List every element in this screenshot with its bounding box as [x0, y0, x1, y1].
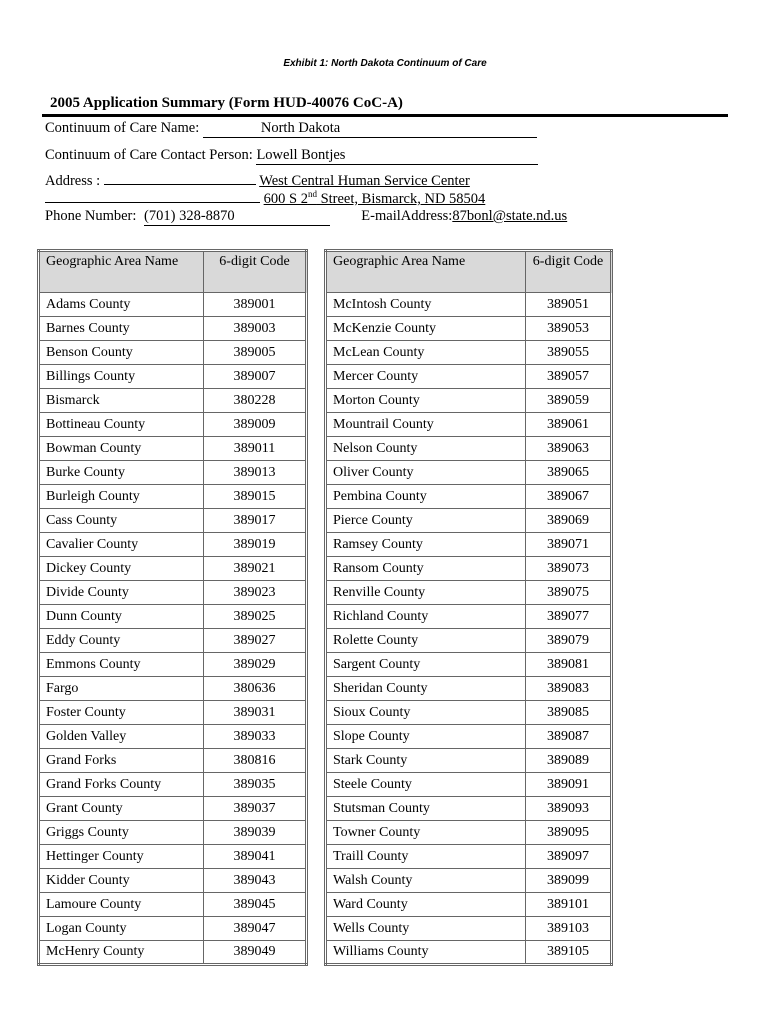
area-name-cell: Logan County — [39, 917, 204, 941]
email-label: E-mailAddress: — [361, 208, 453, 224]
table-row — [326, 461, 612, 485]
heading-rule — [42, 114, 728, 117]
area-name-cell: Dickey County — [39, 557, 204, 581]
column-header-area: Geographic Area Name — [326, 251, 526, 293]
table-row — [326, 485, 612, 509]
area-name-cell: McIntosh County — [326, 293, 526, 317]
area-name-cell: Towner County — [326, 821, 526, 845]
code-cell: 389051 — [526, 293, 612, 317]
area-name-cell: Stark County — [326, 749, 526, 773]
address-blank-2 — [45, 201, 260, 203]
area-name-cell: Eddy County — [39, 629, 204, 653]
code-cell: 389019 — [204, 533, 307, 557]
table-row — [326, 557, 612, 581]
code-cell: 389013 — [204, 461, 307, 485]
code-cell: 389035 — [204, 773, 307, 797]
code-cell: 389029 — [204, 653, 307, 677]
area-name-cell: Dunn County — [39, 605, 204, 629]
code-cell: 389005 — [204, 341, 307, 365]
table-row — [326, 365, 612, 389]
code-cell: 389093 — [526, 797, 612, 821]
table-row — [326, 725, 612, 749]
area-name-cell: Cavalier County — [39, 533, 204, 557]
code-cell: 389103 — [526, 917, 612, 941]
table-row — [39, 485, 307, 509]
email-value: 87bonl@state.nd.us — [452, 208, 568, 224]
code-cell: 389065 — [526, 461, 612, 485]
area-name-cell: Williams County — [326, 941, 526, 965]
table-row — [326, 581, 612, 605]
table-row — [326, 677, 612, 701]
area-name-cell: Pierce County — [326, 509, 526, 533]
area-name-cell: Ransom County — [326, 557, 526, 581]
area-name-cell: Griggs County — [39, 821, 204, 845]
code-cell: 389059 — [526, 389, 612, 413]
code-cell: 380228 — [204, 389, 307, 413]
code-cell: 389007 — [204, 365, 307, 389]
code-cell: 389033 — [204, 725, 307, 749]
area-name-cell: Bowman County — [39, 437, 204, 461]
table-row — [326, 413, 612, 437]
table-row — [39, 941, 307, 965]
table-row — [326, 845, 612, 869]
code-cell: 389077 — [526, 605, 612, 629]
code-cell: 389041 — [204, 845, 307, 869]
table-row — [39, 677, 307, 701]
area-name-cell: Kidder County — [39, 869, 204, 893]
table-row — [326, 437, 612, 461]
code-cell: 389075 — [526, 581, 612, 605]
area-name-cell: McLean County — [326, 341, 526, 365]
table-row — [39, 533, 307, 557]
area-name-cell: Grand Forks County — [39, 773, 204, 797]
code-cell: 389087 — [526, 725, 612, 749]
table-row — [326, 941, 612, 965]
code-cell: 389091 — [526, 773, 612, 797]
area-name-cell: Adams County — [39, 293, 204, 317]
area-name-cell: Lamoure County — [39, 893, 204, 917]
coc-name-line — [45, 120, 537, 138]
area-name-cell: Emmons County — [39, 653, 204, 677]
table-row — [326, 533, 612, 557]
table-row — [326, 389, 612, 413]
contact-value: Lowell Bontjes — [256, 147, 538, 165]
code-cell: 380816 — [204, 749, 307, 773]
code-cell: 389105 — [526, 941, 612, 965]
address-label: Address : — [45, 173, 101, 189]
code-cell: 389043 — [204, 869, 307, 893]
code-cell: 389061 — [526, 413, 612, 437]
table-row — [39, 653, 307, 677]
area-name-cell: Foster County — [39, 701, 204, 725]
code-cell: 389083 — [526, 677, 612, 701]
contact-line — [45, 147, 538, 165]
table-row — [39, 317, 307, 341]
table-row — [326, 773, 612, 797]
code-cell: 389079 — [526, 629, 612, 653]
code-cell: 389023 — [204, 581, 307, 605]
table-row — [39, 869, 307, 893]
table-row — [39, 365, 307, 389]
contact-label: Continuum of Care Contact Person: — [45, 147, 253, 163]
phone-email-line — [45, 208, 567, 226]
table-row — [39, 773, 307, 797]
area-name-cell: Ward County — [326, 893, 526, 917]
code-cell: 389097 — [526, 845, 612, 869]
code-cell: 389069 — [526, 509, 612, 533]
area-name-cell: Pembina County — [326, 485, 526, 509]
coc-name-value: North Dakota — [203, 120, 537, 138]
area-name-cell: Stutsman County — [326, 797, 526, 821]
area-name-cell: Barnes County — [39, 317, 204, 341]
area-name-cell: Slope County — [326, 725, 526, 749]
phone-label: Phone Number: — [45, 208, 137, 224]
code-cell: 389021 — [204, 557, 307, 581]
table-row — [326, 293, 612, 317]
left-table-body — [39, 293, 307, 965]
address-line2: 600 S 2nd Street, Bismarck, ND 58504 — [263, 189, 486, 207]
area-name-cell: Sioux County — [326, 701, 526, 725]
table-row — [326, 509, 612, 533]
table-row — [39, 797, 307, 821]
table-row — [39, 893, 307, 917]
code-cell: 389027 — [204, 629, 307, 653]
column-header-code: 6-digit Code — [526, 251, 612, 293]
area-name-cell: McHenry County — [39, 941, 204, 965]
address-line1: West Central Human Service Center — [259, 173, 470, 189]
left-code-table — [37, 249, 308, 966]
code-cell: 389047 — [204, 917, 307, 941]
table-row — [326, 605, 612, 629]
code-cell: 389095 — [526, 821, 612, 845]
column-header-code: 6-digit Code — [204, 251, 307, 293]
form-heading: 2005 Application Summary (Form HUD-40076 CoC-A) — [50, 95, 403, 111]
area-name-cell: Burke County — [39, 461, 204, 485]
area-name-cell: Walsh County — [326, 869, 526, 893]
table-row — [39, 389, 307, 413]
area-name-cell: Sargent County — [326, 653, 526, 677]
code-cell: 389025 — [204, 605, 307, 629]
column-header-area: Geographic Area Name — [39, 251, 204, 293]
code-cell: 389003 — [204, 317, 307, 341]
area-name-cell: McKenzie County — [326, 317, 526, 341]
code-cell: 389001 — [204, 293, 307, 317]
area-name-cell: Bismarck — [39, 389, 204, 413]
area-name-cell: Traill County — [326, 845, 526, 869]
table-row — [39, 341, 307, 365]
table-row — [39, 461, 307, 485]
area-name-cell: Golden Valley — [39, 725, 204, 749]
table-header-row — [39, 251, 307, 293]
code-cell: 389089 — [526, 749, 612, 773]
table-row — [39, 629, 307, 653]
code-cell: 389099 — [526, 869, 612, 893]
table-row — [326, 341, 612, 365]
area-name-cell: Grand Forks — [39, 749, 204, 773]
code-cell: 389063 — [526, 437, 612, 461]
code-cell: 389057 — [526, 365, 612, 389]
coc-name-label: Continuum of Care Name: — [45, 120, 200, 136]
table-row — [39, 701, 307, 725]
table-row — [326, 893, 612, 917]
table-row — [39, 437, 307, 461]
code-cell: 389053 — [526, 317, 612, 341]
code-cell: 389085 — [526, 701, 612, 725]
code-cell: 389031 — [204, 701, 307, 725]
code-cell: 380636 — [204, 677, 307, 701]
code-cell: 389011 — [204, 437, 307, 461]
table-row — [326, 869, 612, 893]
table-row — [326, 797, 612, 821]
area-name-cell: Renville County — [326, 581, 526, 605]
area-name-cell: Oliver County — [326, 461, 526, 485]
address-blank — [104, 183, 256, 185]
area-name-cell: Ramsey County — [326, 533, 526, 557]
table-row — [39, 725, 307, 749]
exhibit-title: Exhibit 1: North Dakota Continuum of Care — [283, 58, 487, 69]
area-name-cell: Mercer County — [326, 365, 526, 389]
table-row — [326, 317, 612, 341]
table-row — [39, 821, 307, 845]
right-code-table — [324, 249, 613, 966]
area-name-cell: Rolette County — [326, 629, 526, 653]
area-name-cell: Richland County — [326, 605, 526, 629]
area-name-cell: Nelson County — [326, 437, 526, 461]
code-cell: 389017 — [204, 509, 307, 533]
area-name-cell: Bottineau County — [39, 413, 204, 437]
table-row — [39, 605, 307, 629]
area-name-cell: Benson County — [39, 341, 204, 365]
table-row — [39, 749, 307, 773]
area-name-cell: Sheridan County — [326, 677, 526, 701]
area-name-cell: Fargo — [39, 677, 204, 701]
code-cell: 389101 — [526, 893, 612, 917]
phone-value: (701) 328-8870 — [144, 208, 330, 226]
table-row — [39, 845, 307, 869]
code-cell: 389071 — [526, 533, 612, 557]
table-row — [39, 293, 307, 317]
code-cell: 389015 — [204, 485, 307, 509]
area-name-cell: Wells County — [326, 917, 526, 941]
table-row — [326, 821, 612, 845]
area-name-cell: Steele County — [326, 773, 526, 797]
area-name-cell: Billings County — [39, 365, 204, 389]
code-cell: 389039 — [204, 821, 307, 845]
area-name-cell: Morton County — [326, 389, 526, 413]
table-row — [39, 413, 307, 437]
area-name-cell: Hettinger County — [39, 845, 204, 869]
table-row — [326, 701, 612, 725]
area-name-cell: Grant County — [39, 797, 204, 821]
table-row — [39, 917, 307, 941]
area-name-cell: Mountrail County — [326, 413, 526, 437]
code-cell: 389049 — [204, 941, 307, 965]
table-row — [326, 629, 612, 653]
code-cell: 389055 — [526, 341, 612, 365]
table-row — [326, 749, 612, 773]
table-header-row — [326, 251, 612, 293]
code-cell: 389073 — [526, 557, 612, 581]
table-row — [39, 509, 307, 533]
address-line-1 — [45, 173, 470, 190]
right-table-body — [326, 293, 612, 965]
code-cell: 389067 — [526, 485, 612, 509]
code-cell: 389081 — [526, 653, 612, 677]
code-cell: 389045 — [204, 893, 307, 917]
table-row — [39, 557, 307, 581]
area-name-cell: Cass County — [39, 509, 204, 533]
area-name-cell: Divide County — [39, 581, 204, 605]
table-row — [326, 917, 612, 941]
table-row — [326, 653, 612, 677]
code-cell: 389037 — [204, 797, 307, 821]
area-name-cell: Burleigh County — [39, 485, 204, 509]
code-cell: 389009 — [204, 413, 307, 437]
table-row — [39, 581, 307, 605]
address-line-2 — [45, 191, 485, 208]
